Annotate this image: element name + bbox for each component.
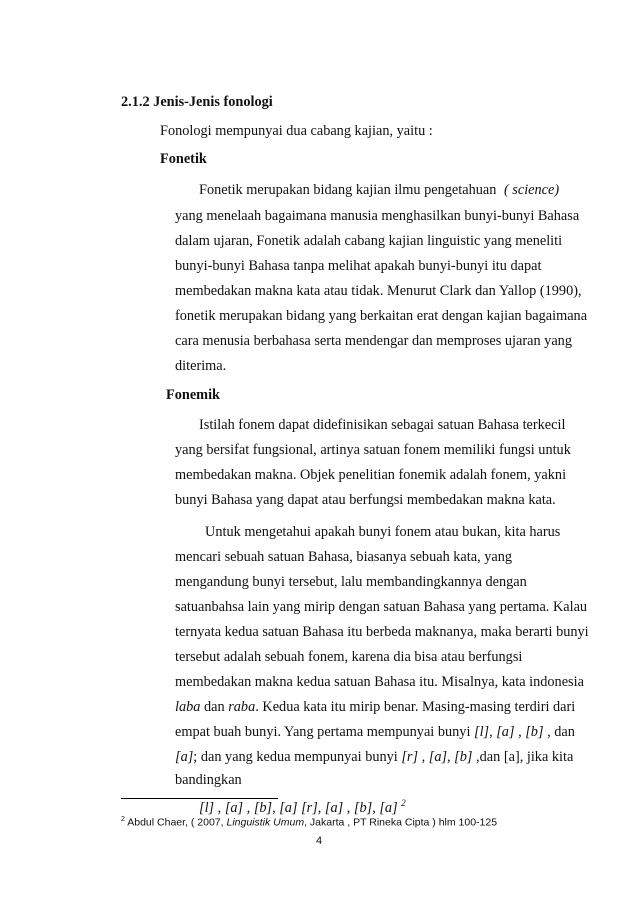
fonemik-line: bandingkan [175, 772, 242, 788]
footnote-text: Abdul Chaer, ( 2007, [127, 816, 227, 829]
footnote [121, 816, 497, 829]
fonetik-title: Fonetik [160, 151, 207, 167]
fonemik-line [175, 698, 575, 716]
fonemik-line: mengandung bunyi tersebut, lalu membandingkannya dengan [175, 574, 527, 590]
fonetik-line: cara menusia berbahasa serta mendengar dan memproses ujaran yang [175, 333, 572, 349]
footnote-book-title: Linguistik Umum [226, 816, 305, 829]
fonemik-line: bunyi Bahasa yang dapat atau berfungsi membedakan makna kata. [175, 492, 556, 508]
comparison-text: [l] , [a] , [b], [a] [r], [a] , [b], [a] [199, 799, 398, 816]
intro-text: Fonologi mempunyai dua cabang kajian, yaitu : [160, 123, 433, 139]
fonemik-line [175, 723, 575, 741]
fonemik-line: ternyata kedua satuan Bahasa itu berbeda maknanya, maka berarti bunyi [175, 624, 589, 640]
text: ; dan yang kedua mempunyai bunyi [193, 749, 398, 765]
section-heading: 2.1.2 Jenis-Jenis fonologi [121, 94, 273, 110]
fonemik-line: Istilah fonem dapat didefinisikan sebagai satuan Bahasa terkecil [199, 417, 566, 433]
text: empat buah bunyi. Yang pertama mempunyai bunyi [175, 724, 471, 740]
fonetik-line: dalam ujaran, Fonetik adalah cabang kajian linguistic yang meneliti [175, 233, 563, 249]
page-number: 4 [315, 835, 323, 847]
fonemik-line: satuanbahsa lain yang mirip dengan satuan Bahasa yang pertama. Kalau [175, 599, 588, 615]
science-term: ( science) [503, 182, 560, 198]
word-raba: raba [228, 699, 256, 715]
fonetik-line: bunyi-bunyi Bahasa tanpa melihat apakah bunyi-bunyi itu dapat [175, 258, 542, 274]
text: dan [200, 699, 229, 715]
text: ,dan [a], jika kita [472, 749, 574, 765]
fonemik-line: mencari sebuah satuan Bahasa, biasanya sebuah kata, yang [175, 549, 513, 565]
fonetik-line: yang menelaah bagaimana manusia menghasilkan bunyi-bunyi Bahasa [175, 208, 580, 224]
phoneme-set: [l], [a] , [b] [474, 724, 544, 740]
fonemik-line: membedakan makna. Objek penelitian fonemik adalah fonem, yakni [175, 467, 567, 483]
text: , dan [543, 724, 575, 740]
text: . Kedua kata itu mirip benar. Masing-masing terdiri dari [255, 699, 576, 715]
fonemik-title: Fonemik [166, 387, 221, 403]
fonetik-line [199, 181, 559, 199]
fonetik-line-text: Fonetik merupakan bidang kajian ilmu pengetahuan [199, 182, 497, 198]
fonetik-line: membedakan makna kata atau tidak. Menurut Clark dan Yallop (1990), [175, 283, 582, 299]
fonemik-line: membedakan makna kedua satuan Bahasa itu. Misalnya, kata indonesia [175, 674, 584, 690]
fonetik-line: fonetik merupakan bidang yang berkaitan erat dengan kajian bagaimana [175, 308, 588, 324]
fonemik-line: yang bersifat fungsional, artinya satuan fonem memiliki fungsi untuk [175, 442, 571, 458]
fonemik-line: Untuk mengetahui apakah bunyi fonem atau bukan, kita harus [205, 524, 561, 540]
fonemik-line: tersebut adalah sebuah fonem, karena dia bisa atau berfungsi [175, 649, 523, 665]
footnote-ref: 2 [401, 798, 406, 808]
footnote-text: , Jakarta , PT Rineka Cipta ) hlm 100-125 [304, 816, 498, 829]
word-laba: laba [175, 699, 201, 715]
phoneme: [a] [175, 749, 194, 765]
fonemik-line [175, 748, 573, 766]
fonetik-line: diterima. [175, 358, 227, 374]
footnote-divider [121, 798, 278, 799]
footnote-mark: 2 [121, 816, 125, 823]
phoneme-set: [r] , [a], [b] [401, 749, 473, 765]
